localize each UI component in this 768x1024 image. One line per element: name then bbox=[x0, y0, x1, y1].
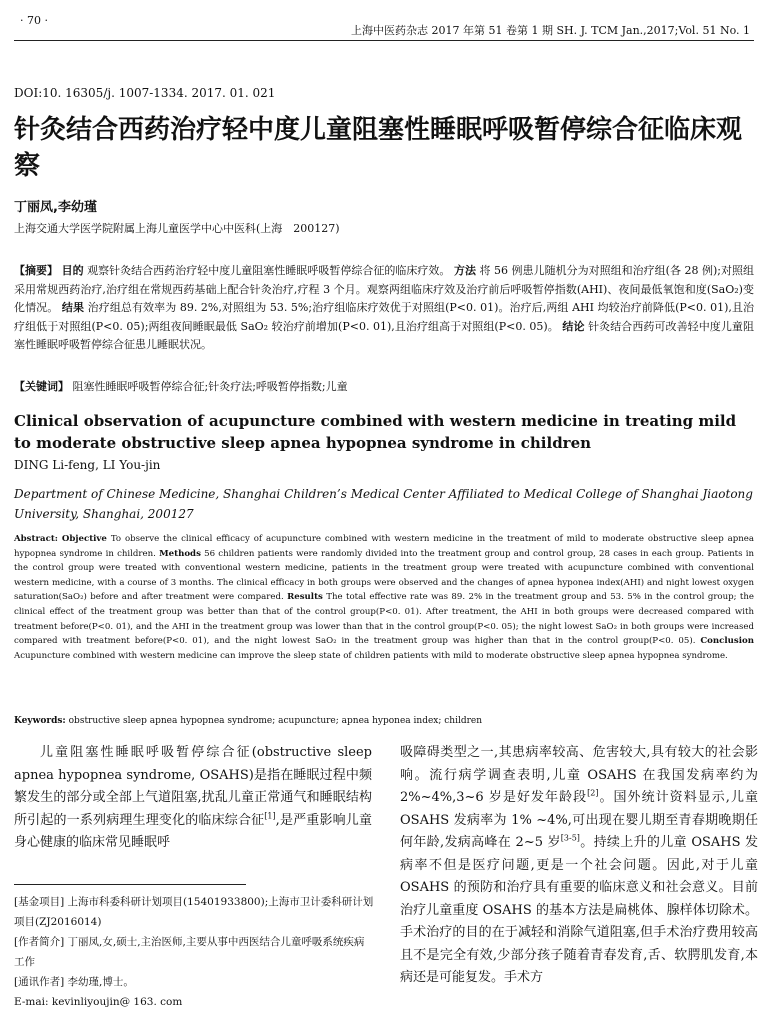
journal-header: 上海中医药杂志 2017 年第 51 卷第 1 期 SH. J. TCM Jan.,2017;Vol. 51 No. 1 bbox=[350, 24, 750, 37]
title-english: Clinical observation of acupuncture combined with western medicine in treating mild to moderate obstructive sleep apnea hypopnea syndrome in children bbox=[14, 412, 737, 452]
objective-text: 观察针灸结合西药治疗轻中度儿童阻塞性睡眠呼吸暂停综合征的临床疗效。 bbox=[87, 264, 451, 277]
citation-1: [1] bbox=[264, 811, 276, 821]
abstract-label: 【摘要】 bbox=[14, 264, 59, 277]
body-paragraph-2-end: 。持续上升的儿童 OSAHS 发病率不但是医疗问题,更是一个社会问题。因此,对于儿童 OSAHS 的预防和治疗具有重要的临床意义和社会意义。目前治疗儿童重度 OSAHS 的基本方法是扁桃体、腺样体切除术。手术治疗的目的在于减轻和消除气道阻塞,但手术治疗费用较高且不是完全有效,少部分孩子随着青春发育,舌、软腭肌发育,本病还是可能复发。手术方 bbox=[400, 835, 758, 985]
affiliation-english: Department of Chinese Medicine, Shanghai Children’s Medical Center Affiliated to Medical College of Shanghai Jiaotong University, Shanghai, 200127 bbox=[14, 487, 753, 521]
results-tag-en: Results bbox=[287, 592, 323, 603]
footnote-corresponding: [通讯作者] 李幼瑾,博士。 bbox=[14, 976, 134, 988]
methods-text: 将 56 例患儿随机分为对照组和治疗组(各 28 例);对照组采用常规西药治疗,治疗组在常规西药基础上配合针灸治疗,疗程 3 个月。观察两组临床疗效及治疗前后呼吸暂停指数(AHI)、夜间最低氧饱和度(SaO₂)变化情况。 bbox=[14, 264, 755, 314]
body-paragraph-1: 儿童阻塞性睡眠呼吸暂停综合征(obstructive sleep apnea hypopnea syndrome, OSAHS)是指在睡眠过程中频繁发生的部分或全部上气道阻塞,扰乱儿童正常通气和睡眠结构所引起的一系列病理生理变化的临床综合征 bbox=[14, 745, 372, 828]
conclusion-text: 针灸结合西药可改善轻中度儿童阻塞性睡眠呼吸暂停综合征患儿睡眠状况。 bbox=[14, 319, 755, 351]
body-column-right bbox=[400, 742, 758, 990]
affiliation-chinese: 上海交通大学医学院附属上海儿童医学中心中医科(上海 200127) bbox=[14, 222, 340, 235]
body-paragraph-1-end: ,是严重影响儿童身心健康的临床常见睡眠呼 bbox=[14, 812, 372, 850]
doi: DOI:10. 16305/j. 1007-1334. 2017. 01. 021 bbox=[14, 86, 276, 100]
abstract-english bbox=[14, 532, 754, 663]
body-paragraph-2-mid: 。国外统计资料显示,儿童 OSAHS 发病率为 1% ~4%,可出现在婴儿期至青春期晚期任何年龄,发病高峰在 2~5 岁 bbox=[400, 790, 758, 850]
citation-2: [2] bbox=[587, 788, 599, 798]
keywords-text-en: obstructive sleep apnea hypopnea syndrome; acupuncture; apnea hyponea index; children bbox=[68, 716, 483, 726]
results-text-en: The total effective rate was 89. 2% in the treatment group and 53. 5% in the control group; the clinical effect of the treatment group was better than that of the control group(P<0. 01). After treatment, the AHI in both groups were decreased compared with treatment before(P<0. 01), and the AHI in the treatment group was lower than that in the control group(P<0. 05); the night lowest SaO₂ in both groups were increased compared with treatment before(P<0. 01), and the night lowest SaO₂ in the treatment group was higher than that in the control group(P<0. 05). bbox=[14, 592, 754, 647]
footnote-fund: [基金项目] 上海市科委科研计划项目(15401933800);上海市卫计委科研计划项目(ZJ2016014) bbox=[14, 896, 374, 928]
keywords-text: 阻塞性睡眠呼吸暂停综合征;针灸疗法;呼吸暂停指数;儿童 bbox=[72, 380, 348, 393]
authors-chinese: 丁丽凤,李幼瑾 bbox=[14, 200, 97, 215]
keywords-label: 【关键词】 bbox=[14, 380, 69, 393]
authors-english: DING Li-feng, LI You-jin bbox=[14, 458, 161, 472]
results-tag: 结果 bbox=[61, 301, 85, 314]
keywords-label-en: Keywords: bbox=[14, 716, 66, 726]
header-rule bbox=[14, 40, 754, 41]
citation-3: [3-5] bbox=[560, 833, 580, 843]
conclusion-text-en: Acupuncture combined with western medicine can improve the sleep state of children patients with mild to moderate obstructive sleep apnea hypopnea syndrome. bbox=[14, 650, 728, 661]
objective-tag-en: Objective bbox=[61, 534, 107, 544]
title-chinese: 针灸结合西药治疗轻中度儿童阻塞性睡眠呼吸暂停综合征临床观察 bbox=[14, 115, 743, 181]
abstract-chinese bbox=[14, 262, 754, 355]
footnote-rule bbox=[14, 884, 246, 885]
conclusion-tag-en: Conclusion bbox=[700, 636, 754, 647]
body-paragraph-2: 吸障碍类型之一,其患病率较高、危害较大,具有较大的社会影响。流行病学调查表明,儿童 OSAHS 在我国发病率约为 2%~4%,3~6 岁是好发年龄段 bbox=[400, 745, 758, 805]
page-number: · 70 · bbox=[20, 14, 48, 27]
methods-text-en: 56 children patients were randomly divided into the treatment group and control group, 28 cases in each group. Patients in the control group were treated with conventional western medicine, patients in the treatment group were treated with acupuncture combined with conventional western medicine, with a course of 3 months. The clinical efficacy in both groups were observed and the changes of apnea hyponea index(AHI) and night lowest oxygen saturation(SaO₂) before and after treatment were compared. bbox=[14, 548, 755, 603]
objective-tag: 目的 bbox=[61, 264, 84, 277]
keywords-chinese bbox=[14, 378, 754, 394]
body-column-left bbox=[14, 742, 372, 855]
results-text: 治疗组总有效率为 89. 2%,对照组为 53. 5%;治疗组临床疗效优于对照组(P<0. 01)。治疗后,两组 AHI 均较治疗前降低(P<0. 01),且治疗组低于对照组(P<0. 05);两组夜间睡眠最低 SaO₂ 较治疗前增加(P<0. 01),且治疗组高于对照组(P<0. 05)。 bbox=[14, 301, 755, 333]
footnotes bbox=[14, 892, 374, 1012]
abstract-label-en: Abstract: bbox=[14, 534, 58, 544]
objective-text-en: To observe the clinical efficacy of acupuncture combined with western medicine in the treatment of mild to moderate obstructive sleep apnea hypopnea syndrome in children. bbox=[14, 534, 755, 559]
keywords-english bbox=[14, 716, 754, 726]
footnote-email: E-mai: kevinliyoujin@ 163. com bbox=[14, 996, 183, 1008]
conclusion-tag: 结论 bbox=[562, 319, 585, 333]
methods-tag: 方法 bbox=[453, 264, 476, 277]
footnote-author: [作者简介] 丁丽凤,女,硕士,主治医师,主要从事中西医结合儿童呼吸系统疾病工作 bbox=[14, 936, 365, 968]
methods-tag-en: Methods bbox=[159, 548, 201, 559]
